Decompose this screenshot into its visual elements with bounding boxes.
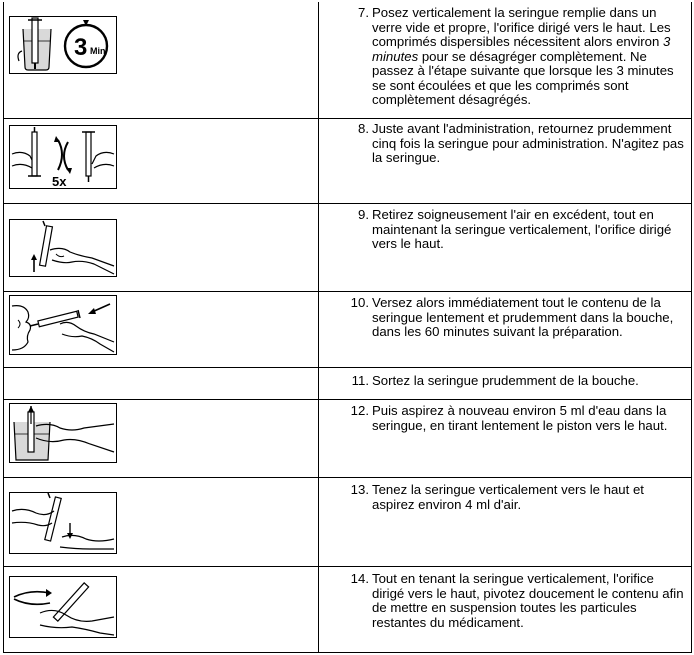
draw-air-syringe-icon xyxy=(9,492,117,554)
step-text-part: pour se désagréger complètement. Ne passez à l'étape suivante que lorsque les 3 minutes se sont écoulées et que les comprimés sont complètement désagrégés. xyxy=(372,48,674,107)
syringe-in-glass-timer-icon xyxy=(9,16,117,74)
step-number: 11. xyxy=(351,373,369,388)
invert-syringe-five-times-icon xyxy=(9,125,117,189)
step-number: 12. xyxy=(350,403,369,418)
table-border-right xyxy=(691,2,692,653)
step-number: 8. xyxy=(358,121,369,136)
table-border-left xyxy=(3,2,4,653)
remove-air-syringe-icon xyxy=(9,219,117,277)
step-text: Tout en tenant la seringue verticalement, l'orifice dirigé vers le haut, pivotez doucement le contenu afin de mettre en suspension toutes les particules restantes du médicament. xyxy=(372,571,684,630)
step-text: Juste avant l'administration, retournez prudemment cinq fois la seringue pour administration. N'agitez pas la seringue. xyxy=(372,121,684,165)
step-number: 9. xyxy=(358,207,369,222)
draw-water-into-syringe-icon xyxy=(9,403,117,463)
step-text: Sortez la seringue prudemment de la bouche. xyxy=(372,373,639,388)
step-text-part: Posez verticalement la seringue remplie dans un verre vide et propre, l'orifice dirigé vers le haut. Les comprimés dispersibles nécessitent alors environ xyxy=(372,5,671,49)
row-divider xyxy=(3,566,692,567)
step-number: 7. xyxy=(358,5,369,20)
step-text: Tenez la seringue verticalement vers le haut et aspirez environ 4 ml d'air. xyxy=(372,482,644,512)
row-divider xyxy=(3,367,692,368)
repeat-count: 5x xyxy=(52,174,67,188)
row-divider xyxy=(3,203,692,204)
administer-by-mouth-icon xyxy=(9,295,117,355)
step-number: 14. xyxy=(350,571,369,586)
step-text xyxy=(372,6,689,108)
step-text: Retirez soigneusement l'air en excédent, tout en maintenant la seringue verticalement, l'orifice dirigé vers le haut. xyxy=(372,207,672,251)
row-divider xyxy=(3,118,692,119)
column-divider xyxy=(318,2,319,653)
instructions-table xyxy=(3,2,692,653)
row-divider xyxy=(3,399,692,400)
timer-number: 3 xyxy=(74,34,88,61)
step-text-emphasis: 3 minutes xyxy=(372,34,671,64)
row-divider xyxy=(3,477,692,478)
step-text: Puis aspirez à nouveau environ 5 ml d'eau dans la seringue, en tirant lentement le piston vers le haut. xyxy=(372,403,668,433)
row-divider xyxy=(3,291,692,292)
step-number: 10. xyxy=(350,295,369,310)
step-text: Versez alors immédiatement tout le contenu de la seringue lentement et prudemment dans la bouche, dans les 60 minutes suivant la préparation. xyxy=(372,295,674,339)
timer-unit: Min xyxy=(90,46,106,56)
step-number: 13. xyxy=(350,482,369,497)
swirl-syringe-icon xyxy=(9,576,117,638)
table-border-bottom xyxy=(3,652,692,653)
